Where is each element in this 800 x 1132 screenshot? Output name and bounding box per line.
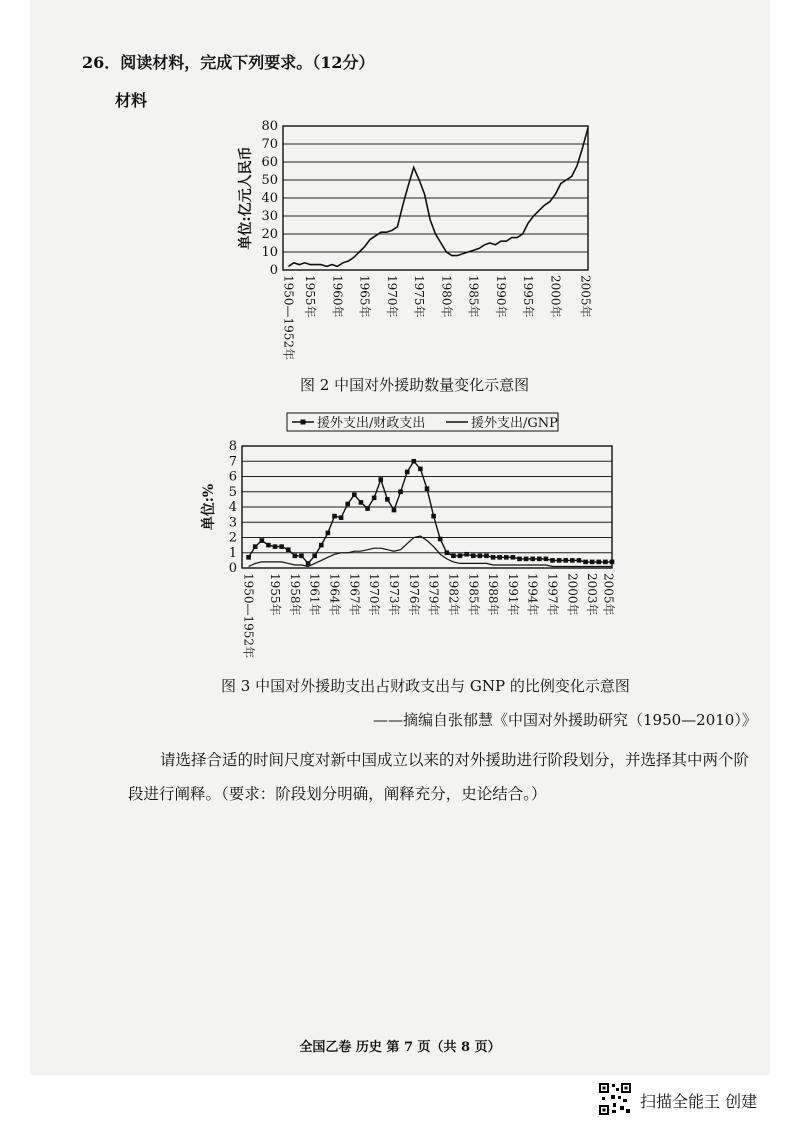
y-tick-label: 4 — [228, 500, 237, 515]
data-point — [345, 502, 350, 507]
x-tick-label: 1995年 — [521, 275, 536, 318]
y-tick-label: 6 — [228, 469, 237, 485]
data-point — [378, 477, 383, 482]
data-point — [359, 500, 364, 505]
data-point — [511, 555, 516, 560]
data-point — [279, 544, 284, 549]
data-point — [445, 550, 450, 555]
y-tick-label: 40 — [261, 191, 278, 206]
y-axis-label: 单位:亿元人民币 — [238, 146, 254, 250]
page-footer: 全国乙卷 历史 第 7 页（共 8 页） — [299, 1040, 501, 1055]
data-point — [273, 544, 278, 549]
x-tick-label: 1994年 — [525, 573, 540, 616]
x-tick-label: 1991年 — [505, 573, 520, 616]
data-point — [312, 554, 317, 559]
data-point — [306, 561, 311, 566]
x-tick-label: 1955年 — [303, 275, 318, 318]
data-point — [425, 486, 430, 491]
data-point — [332, 514, 337, 519]
source-citation: ——摘编自张郁慧《中国对外援助研究（1950—2010）》 — [373, 711, 757, 729]
x-tick-label: 1955年 — [268, 573, 283, 616]
x-tick-label: 1997年 — [545, 573, 560, 616]
y-tick-label: 1 — [228, 545, 237, 561]
x-tick-label: 2000年 — [548, 275, 563, 318]
data-point — [484, 554, 489, 559]
data-point — [603, 560, 608, 565]
data-point — [319, 543, 324, 548]
x-tick-label: 1970年 — [367, 573, 382, 616]
data-point — [405, 470, 410, 475]
x-tick-label: 1985年 — [466, 573, 481, 616]
data-point — [299, 554, 304, 559]
x-tick-label: 1964年 — [327, 573, 342, 616]
data-point — [266, 543, 271, 548]
legend-label-1: 援外支出/财政支出 — [317, 416, 426, 431]
data-point — [524, 557, 529, 562]
data-point — [293, 554, 298, 559]
x-tick-label: 1967年 — [347, 573, 362, 616]
data-point — [596, 560, 601, 565]
y-tick-label: 80 — [261, 119, 278, 134]
x-tick-label: 2003年 — [585, 573, 600, 616]
data-point — [418, 467, 423, 472]
x-tick-label: 1982年 — [446, 573, 461, 616]
data-point — [577, 558, 582, 563]
x-tick-label: 1975年 — [412, 275, 427, 318]
x-tick-label: 1970年 — [384, 275, 399, 318]
data-point — [431, 514, 436, 519]
x-tick-label: 2005年 — [601, 573, 616, 616]
data-point — [478, 554, 483, 559]
data-point — [246, 555, 251, 560]
data-point — [610, 560, 615, 565]
y-tick-label: 0 — [269, 263, 278, 278]
x-tick-label: 2005年 — [578, 275, 593, 318]
data-point — [458, 554, 463, 559]
data-point — [365, 506, 370, 511]
y-tick-label: 20 — [261, 227, 278, 242]
y-tick-label: 5 — [228, 484, 237, 500]
data-point — [517, 557, 522, 562]
x-tick-label: 1950—1952年 — [281, 275, 296, 361]
y-tick-label: 7 — [228, 454, 237, 470]
x-tick-label: 1965年 — [357, 275, 372, 318]
data-point — [563, 558, 568, 563]
legend-marker-1 — [301, 420, 306, 425]
data-point — [504, 555, 509, 560]
y-tick-label: 70 — [261, 137, 278, 152]
qr-code-icon — [598, 1082, 632, 1116]
data-point — [464, 552, 469, 557]
data-point — [550, 558, 555, 563]
y-tick-label: 10 — [261, 245, 278, 260]
data-point — [398, 489, 403, 494]
data-point — [471, 554, 476, 559]
legend-label-2: 援外支出/GNP — [471, 416, 558, 431]
y-tick-label: 0 — [228, 561, 237, 576]
x-tick-label: 2000年 — [565, 573, 580, 616]
question-prompt: 请选择合适的时间尺度对新中国成立以来的对外援助进行阶段划分，并选择其中两个阶段进行阐释。（要求：阶段划分明确，阐释充分，史论结合。） — [128, 751, 750, 803]
data-point — [339, 515, 344, 520]
y-axis-label: 单位:% — [201, 483, 217, 531]
y-tick-label: 30 — [261, 209, 278, 224]
data-point — [438, 537, 443, 542]
material-label: 材料 — [115, 91, 148, 110]
x-tick-label: 1976年 — [406, 573, 421, 616]
x-tick-label: 1950—1952年 — [241, 573, 256, 659]
data-point — [411, 459, 416, 464]
data-point — [530, 557, 535, 562]
x-tick-label: 1973年 — [386, 573, 401, 616]
scanner-watermark: 扫描全能王 创建 — [640, 1092, 758, 1111]
question-title: 26．阅读材料，完成下列要求。（12分） — [82, 53, 375, 72]
x-tick-label: 1980年 — [439, 275, 454, 318]
x-tick-label: 1958年 — [287, 573, 302, 616]
data-point — [497, 555, 502, 560]
data-point — [392, 508, 397, 513]
data-point — [590, 560, 595, 565]
data-point — [544, 557, 549, 562]
y-tick-label: 3 — [228, 515, 237, 531]
y-tick-label: 60 — [261, 155, 278, 170]
y-tick-label: 2 — [228, 530, 237, 546]
data-point — [491, 555, 496, 560]
x-tick-label: 1990年 — [493, 275, 508, 318]
figure2-caption: 图 2 中国对外援助数量变化示意图 — [300, 376, 530, 394]
data-point — [570, 558, 575, 563]
data-point — [537, 557, 542, 562]
data-point — [326, 531, 331, 536]
data-point — [557, 558, 562, 563]
x-tick-label: 1960年 — [330, 275, 345, 318]
x-tick-label: 1988年 — [486, 573, 501, 616]
data-point — [286, 547, 291, 552]
x-tick-label: 1979年 — [426, 573, 441, 616]
x-tick-label: 1985年 — [466, 275, 481, 318]
data-point — [583, 560, 588, 565]
data-point — [352, 493, 357, 498]
figure3-caption: 图 3 中国对外援助支出占财政支出与 GNP 的比例变化示意图 — [221, 677, 630, 695]
data-point — [260, 538, 265, 543]
x-tick-label: 1961年 — [307, 573, 322, 616]
y-tick-label: 50 — [261, 173, 278, 188]
data-point — [451, 554, 456, 559]
data-point — [253, 544, 258, 549]
data-point — [372, 496, 377, 501]
data-point — [385, 497, 390, 502]
y-tick-label: 8 — [228, 439, 237, 454]
